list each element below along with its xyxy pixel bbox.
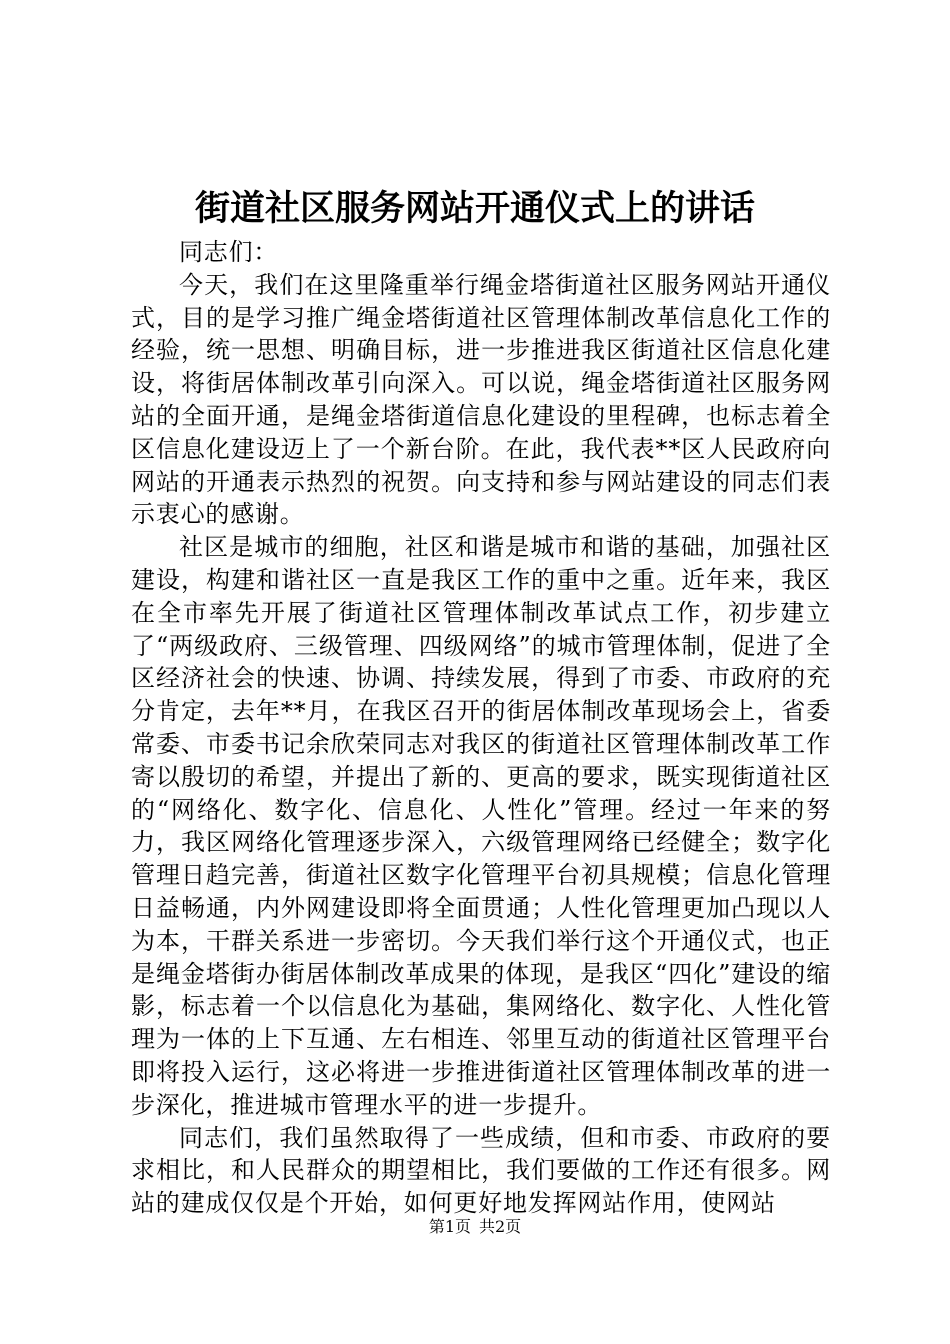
page-footer <box>0 1215 950 1239</box>
page-number: 第1页 <box>428 1217 471 1236</box>
document-title: 街道社区服务网站开通仪式上的讲话 <box>194 188 755 229</box>
paragraph-2: 社区是城市的细胞，社区和谐是城市和谐的基础，加强社区建设，构建和谐社区一直是我区工作的重中之重。近年来，我区在全市率先开展了街道社区管理体制改革试点工作，初步建立了“两级政府、三级管理、四级网络”的城市管理体制，促进了全区经济社会的快速、协调、持续发展，得到了市委、市政府的充分肯定，去年**月，在我区召开的街居体制改革现场会上，省委常委、市委书记余欣荣同志对我区的街道社区管理体制改革工作寄以殷切的希望，并提出了新的、更高的要求，既实现街道社区的“网络化、数字化、信息化、人性化”管理。经过一年来的努力，我区网络化管理逐步深入，六级管理网络已经健全；数字化管理日趋完善，街道社区数字化管理平台初具规模；信息化管理日益畅通，内外网建设即将全面贯通；人性化管理更加凸现以人为本，干群关系进一步密切。今天我们举行这个开通仪式，也正是绳金塔街办街居体制改革成果的体现，是我区“四化”建设的缩影，标志着一个以信息化为基础，集网络化、数字化、人性化管理为一体的上下互通、左右相连、邻里互动的街道社区管理平台即将投入运行，这必将进一步推进街道社区管理体制改革的进一步深化，推进城市管理水平的进一步提升。 <box>131 533 831 1119</box>
paragraph-3: 同志们，我们虽然取得了一些成绩，但和市委、市政府的要求相比，和人民群众的期望相比，我们要做的工作还有很多。网站的建成仅仅是个开始，如何更好地发挥网站作用，使网站 <box>131 1123 831 1218</box>
page-total: 共2页 <box>479 1217 522 1236</box>
paragraph-1: 今天，我们在这里隆重举行绳金塔街道社区服务网站开通仪式，目的是学习推广绳金塔街道社区管理体制改革信息化工作的经验，统一思想、明确目标，进一步推进我区街道社区信息化建设，将街居体制改革引向深入。可以说，绳金塔街道社区服务网站的全面开通，是绳金塔街道信息化建设的里程碑，也标志着全区信息化建设迈上了一个新台阶。在此，我代表**区人民政府向网站的开通表示热烈的祝贺。向支持和参与网站建设的同志们表示衷心的感谢。 <box>131 270 831 529</box>
salutation: 同志们： <box>179 238 279 266</box>
document-body <box>131 236 831 1220</box>
